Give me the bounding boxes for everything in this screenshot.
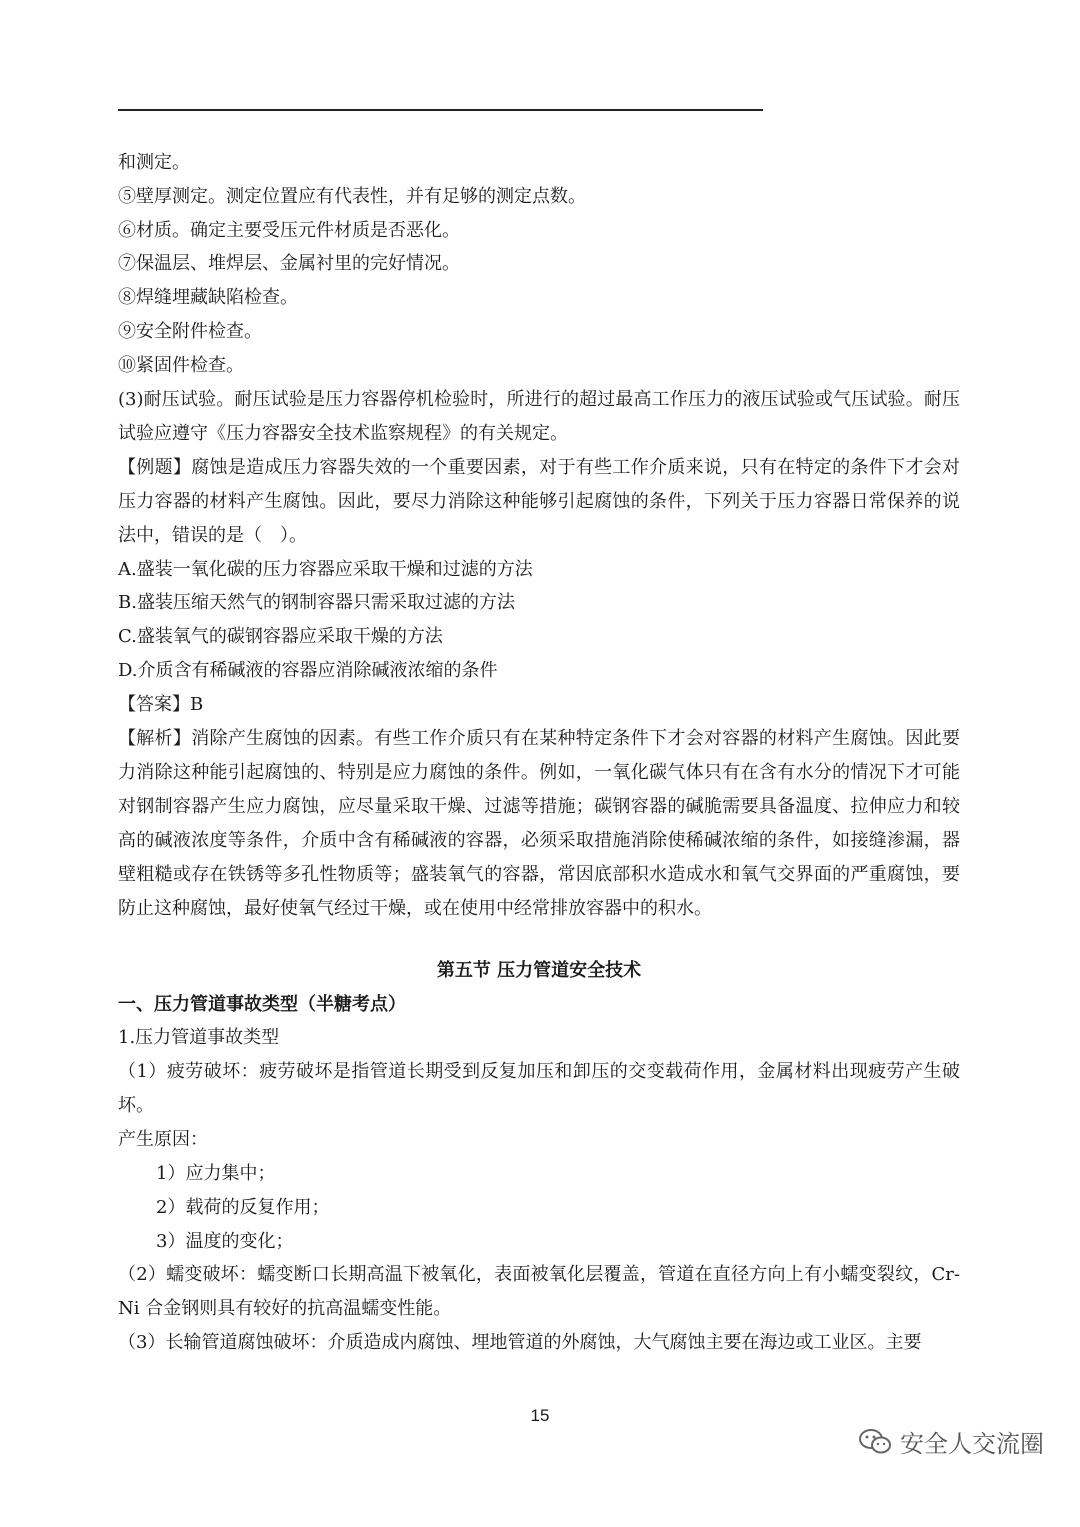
chat-bubbles-icon — [858, 1427, 892, 1457]
page-number: 15 — [530, 1406, 550, 1425]
option-c: C.盛装氧气的碳钢容器应采取干燥的方法 — [118, 626, 443, 648]
option-b: B.盛装压缩天然气的钢制容器只需采取过滤的方法 — [118, 592, 515, 614]
watermark — [858, 1424, 1044, 1459]
example-question: 【例题】腐蚀是造成压力容器失效的一个重要因素，对于有些工作介质来说，只有在特定的条件下才会对压力容器的材料产生腐蚀。因此，要尽力消除这种能够引起腐蚀的条件，下列关于压力容器日常保养的说法中，错误的是（ ）。 — [118, 456, 960, 546]
cause-item: 1）应力集中； — [156, 1162, 276, 1184]
creep-paragraph: （2）蠕变破坏：蠕变断口长期高温下被氧化，表面被氧化层覆盖，管道在直径方向上有小蠕变裂纹，Cr-Ni 合金钢则具有较好的抗高温蠕变性能。 — [118, 1264, 960, 1320]
heading-level-1: 一、压力管道事故类型（半糖考点） — [118, 993, 406, 1015]
section-title: 第五节 压力管道安全技术 — [436, 959, 642, 981]
page-content — [118, 146, 960, 1360]
answer: 【答案】B — [118, 693, 204, 715]
text-line: ⑩紧固件检查。 — [118, 354, 244, 376]
pressure-test-paragraph: (3)耐压试验。耐压试验是压力容器停机检验时，所进行的超过最高工作压力的液压试验或气压试验。耐压试验应遵守《压力容器安全技术监察规程》的有关规定。 — [118, 388, 960, 444]
text-line: ⑧焊缝埋藏缺陷检查。 — [118, 287, 298, 309]
watermark-text: 安全人交流圈 — [900, 1430, 1044, 1458]
text-line: ⑤壁厚测定。测定位置应有代表性，并有足够的测定点数。 — [118, 185, 586, 207]
text-line: ⑨安全附件检查。 — [118, 320, 262, 342]
option-a: A.盛装一氧化碳的压力容器应采取干燥和过滤的方法 — [118, 558, 533, 580]
corrosion-line: （3）长输管道腐蚀破坏：介质造成内腐蚀、埋地管道的外腐蚀，大气腐蚀主要在海边或工业区。主要 — [118, 1332, 922, 1354]
text-line: ⑥材质。确定主要受压元件材质是否恶化。 — [118, 219, 460, 241]
text-line: 和测定。 — [118, 152, 190, 173]
cause-item: 3）温度的变化； — [156, 1230, 294, 1252]
text-line: ⑦保温层、堆焊层、金属衬里的完好情况。 — [118, 253, 460, 275]
subheading: 1.压力管道事故类型 — [118, 1027, 280, 1049]
header-rule — [118, 109, 763, 111]
causes-label: 产生原因： — [118, 1129, 208, 1151]
analysis-paragraph: 【解析】消除产生腐蚀的因素。有些工作介质只有在某种特定条件下才会对容器的材料产生腐蚀。因此要力消除这种能引起腐蚀的、特别是应力腐蚀的条件。例如，一氧化碳气体只有在含有水分的情况下才可能对钢制容器产生应力腐蚀，应尽量采取干燥、过滤等措施；碳钢容器的碱脆需要具备温度、拉伸应力和较高的碱液浓度等条件，介质中含有稀碱液的容器，必须采取措施消除使稀碱浓缩的条件，如接缝渗漏，器壁粗糙或存在铁锈等多孔性物质等；盛装氧气的容器，常因底部积水造成水和氧气交界面的严重腐蚀，要防止这种腐蚀，最好使氧气经过干燥，或在使用中经常排放容器中的积水。 — [118, 727, 960, 919]
option-d: D.介质含有稀碱液的容器应消除碱液浓缩的条件 — [118, 659, 498, 681]
cause-item: 2）载荷的反复作用； — [156, 1196, 330, 1218]
fatigue-paragraph: （1）疲劳破坏：疲劳破坏是指管道长期受到反复加压和卸压的交变载荷作用，金属材料出现疲劳产生破坏。 — [118, 1061, 960, 1117]
